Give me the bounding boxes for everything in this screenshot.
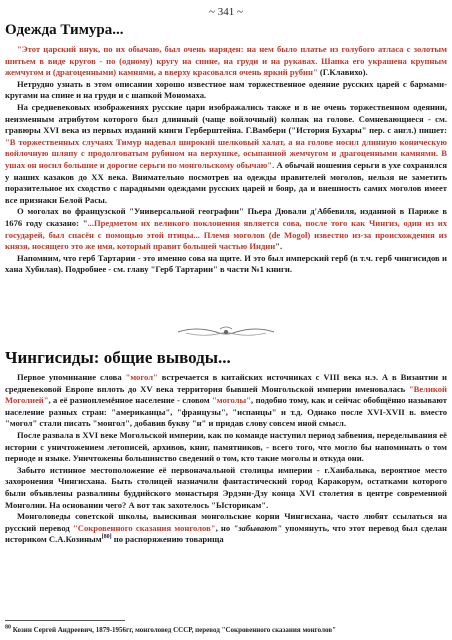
text-span: упомянуть, что этот перевод был сделан историком С.А.Козиным (5, 522, 447, 545)
quote-clavijo: "Этот царский внук, по их обычаю, был очень наряден: на нем было платье из голубого атласа с золотым шитьем в виде кругов - по (одному) кругу на спине, на груди и на рукавах. Шапка его украшена крупным жемчугом и (драгоценными) камнями, а вверху красовался очень яркий рубин" (5, 44, 447, 78)
text-span: встречается в китайских источниках с VIII века н.э. А в Византии и средневековой Европе вплоть до XV века территория бывшей Монгольской империи именовалась (5, 372, 447, 394)
page-number: ~ 341 ~ (209, 6, 243, 18)
paragraph (5, 206, 447, 252)
text-span: На средневековых изображениях русские цари изображались также и в не очень торжественном одеянии, неизменным атрибутом которого был длинный (чаще войлочный) колпак на голове. Сомневающиеся - см. гравюры XVI века из первых изданий книги Герберштейна. Г.Вамбери ("История Бухары" пер. с англ.) пишет: (5, 101, 447, 136)
text-span: , а её разноплемённое население - словом (48, 395, 213, 406)
highlight-term: "Великой Моголией" (5, 383, 447, 406)
highlight-term: "Сокровенного сказания монголов" (72, 522, 216, 533)
footnote-text: Козин Сергей Андреевич, 1879-1956гг, монголовед СССР, перевод "Сокровенного сказания монголов" (11, 626, 337, 634)
decorative-divider-icon (176, 325, 276, 339)
paragraph: Забыто истинное местоположение её первоначальной столицы империи - г.Ханбалыка, вероятное место захоронения Чингисхана. Быть столицей назначили фантастический город Каракорум, остатками которого были объявлены развалины буддийского монастыря Эрдэни-Дзу конца XVI столетия в центре современной Монголии. На основании чего? А вот так захотелось "Ысторикам". (5, 464, 447, 510)
paragraph (5, 44, 447, 79)
highlight-term: "моголы" (212, 395, 252, 406)
text-span: А обычай ношения серьги в ухе сохранялся у наших казаков до XX века. Внимательно посмотрев на одежды правителей моголов, нельзя не заметить поразительное их сходство с парадными одеждами русских царей и бояр, да и внешность самих моголов имеет все признаки Белой Расы. (5, 159, 448, 205)
text-span: Первое упоминание слова (17, 372, 126, 382)
paragraph: Напомним, что герб Тартарии - это именно сова на щите. И это был имперский герб (в т.ч. герб чингисидов и хана Хубилая). Подробнее - см. главу "Герб Тартарии" в части №1 книги. (5, 252, 447, 275)
paragraph: Нетрудно узнать в этом описании хорошо известное нам торжественное одеяние русских царей с бармами-кругами на спине и на груди и с шапкой Мономаха. (5, 78, 447, 101)
section2-body (5, 372, 447, 546)
paragraph (5, 372, 447, 430)
footnote (5, 626, 447, 635)
paragraph: После развала в XVI веке Могольской империи, как по команде наступил период забвения, переделывания её истории с уничтожением летописей, архивов, книг, памятников, - всего того, что могло бы напоминать о том периоде и языке. Уничтожены большинство сведений о том, кто такие моголы и откуда они. (5, 429, 447, 464)
quote-source: (Г.Клавихо). (317, 67, 368, 78)
quote-geography: ...Предметом их великого поклонения является сова, после того как Чингиз, один из их государей, был спасён с помощью этой птицы... Племя моголов (de Mogol) известно из-за происхождения из князя, носящего это же имя, который правит большей частью Индии (5, 217, 447, 252)
text-span: по распоряжению товарища (111, 534, 224, 545)
text-span: , подобно тому, как и сейчас обобщённо называют население разных стран: "американцы", "французы", "испанцы" и т.д. Однако после XVI-XVII в. вместо "могол" стали писать "монгол", добавив букву "н" и придав слову совсем иной смысл. (5, 395, 447, 429)
text-span: , но (215, 522, 234, 533)
paragraph (5, 102, 447, 206)
section-heading-timur-clothing: Одежда Тимура... (5, 22, 124, 38)
quote-vambery: "В торжественных случаях Тимур надевал широкий шелковый халат, а на голове носил длинную коническую войлочную шляпу с продолговатым рубином на верхушке, осыпанной жемчугом и драгоценными камнями. В ушах он носил большие и дорогие серьги по монгольскому обычаю". (5, 136, 447, 170)
text-span: ". (275, 241, 283, 252)
italic-term: "забывают" (233, 522, 282, 533)
highlight-term: "могол" (125, 372, 158, 382)
text-span: Монголоведы советской школы, выискивая монгольские корни Чингисхана, часто любят ссылаться на русский перевод (5, 511, 447, 533)
footnote-divider (5, 620, 125, 621)
text-span: О моголах во французской "Универсальной географии" Пьера Дювали д'Аббевиля, изданной в Париже в 1676 году сказано: " (5, 206, 447, 228)
section1-body (5, 44, 447, 276)
footnote-mark: 80 (5, 624, 11, 631)
paragraph (5, 511, 447, 546)
section-heading-chingisids: Чингисиды: общие выводы... (5, 348, 231, 367)
footnote-ref[interactable]: [80] (101, 534, 112, 541)
